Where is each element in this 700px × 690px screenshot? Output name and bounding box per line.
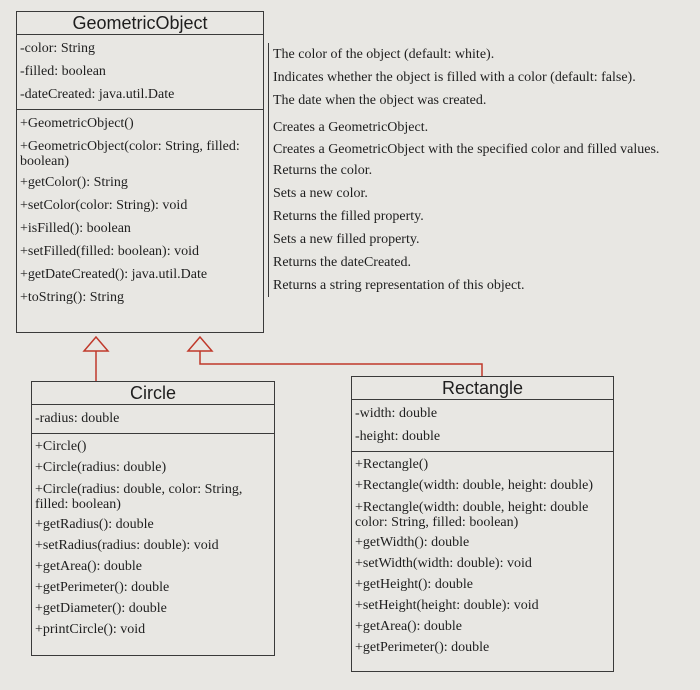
method-get-radius: +getRadius(): double	[35, 517, 154, 532]
method-rectangle-get-area: +getArea(): double	[355, 619, 463, 634]
desc-is-filled: Returns the filled property.	[273, 209, 424, 224]
geometric-object-title: GeometricObject	[17, 12, 263, 35]
method-set-color: +setColor(color: String): void	[20, 198, 188, 213]
field-color: -color: String	[20, 41, 96, 56]
method-rectangle-default: +Rectangle()	[355, 457, 429, 472]
circle-class	[31, 381, 275, 656]
desc-set-color: Sets a new color.	[273, 186, 368, 201]
desc-constructor-default: Creates a GeometricObject.	[273, 120, 429, 135]
method-constructor-default: +GeometricObject()	[20, 116, 134, 131]
field-filled: -filled: boolean	[20, 64, 106, 79]
method-get-date-created: +getDateCreated(): java.util.Date	[20, 267, 208, 282]
desc-set-filled: Sets a new filled property.	[273, 232, 420, 247]
method-circle-get-area: +getArea(): double	[35, 559, 143, 574]
method-get-color: +getColor(): String	[20, 175, 128, 190]
desc-get-color: Returns the color.	[273, 163, 373, 178]
method-circle-default: +Circle()	[35, 439, 87, 454]
geometric-object-class	[16, 11, 264, 333]
desc-get-date-created: Returns the dateCreated.	[273, 255, 412, 270]
method-to-string: +toString(): String	[20, 290, 124, 305]
rectangle-title: Rectangle	[352, 377, 613, 400]
method-rectangle-dims: +Rectangle(width: double, height: double)	[355, 478, 594, 493]
desc-constructor-args: Creates a GeometricObject with the specified color and filled values.	[273, 142, 660, 157]
method-rectangle-full: +Rectangle(width: double, height: double color: String, filled: boolean)	[355, 500, 589, 530]
desc-date-created: The date when the object was created.	[273, 93, 487, 108]
method-set-filled: +setFilled(filled: boolean): void	[20, 244, 199, 259]
method-rectangle-get-perimeter: +getPerimeter(): double	[355, 640, 490, 655]
method-get-diameter: +getDiameter(): double	[35, 601, 167, 616]
rectangle-methods	[352, 452, 613, 661]
method-set-radius: +setRadius(radius: double): void	[35, 538, 219, 553]
description-column	[268, 43, 681, 297]
inheritance-arrowhead-rectangle	[188, 337, 212, 351]
field-descriptions	[269, 43, 681, 112]
field-date-created: -dateCreated: java.util.Date	[20, 87, 175, 102]
geometric-object-methods	[17, 110, 263, 312]
circle-methods	[32, 434, 274, 643]
field-radius: -radius: double	[35, 411, 120, 426]
field-height: -height: double	[355, 429, 441, 444]
desc-color: The color of the object (default: white).	[273, 47, 495, 62]
method-print-circle: +printCircle(): void	[35, 622, 146, 637]
method-circle-radius: +Circle(radius: double)	[35, 460, 167, 475]
method-constructor-args: +GeometricObject(color: String, filled: boolean)	[20, 139, 240, 169]
field-width: -width: double	[355, 406, 438, 421]
method-set-height: +setHeight(height: double): void	[355, 598, 539, 613]
method-get-height: +getHeight(): double	[355, 577, 473, 592]
method-is-filled: +isFilled(): boolean	[20, 221, 131, 236]
rectangle-inheritance-line	[200, 351, 482, 376]
geometric-object-fields	[17, 35, 263, 110]
circle-fields	[32, 405, 274, 434]
circle-title: Circle	[32, 382, 274, 405]
rectangle-class	[351, 376, 614, 672]
method-descriptions	[269, 116, 681, 297]
desc-filled: Indicates whether the object is filled with a color (default: false).	[273, 70, 636, 85]
method-circle-get-perimeter: +getPerimeter(): double	[35, 580, 170, 595]
method-get-width: +getWidth(): double	[355, 535, 470, 550]
inheritance-arrowhead-circle	[84, 337, 108, 351]
method-set-width: +setWidth(width: double): void	[355, 556, 532, 571]
method-circle-full: +Circle(radius: double, color: String, filled: boolean)	[35, 482, 243, 512]
rectangle-fields	[352, 400, 613, 452]
desc-to-string: Returns a string representation of this object.	[273, 278, 525, 293]
